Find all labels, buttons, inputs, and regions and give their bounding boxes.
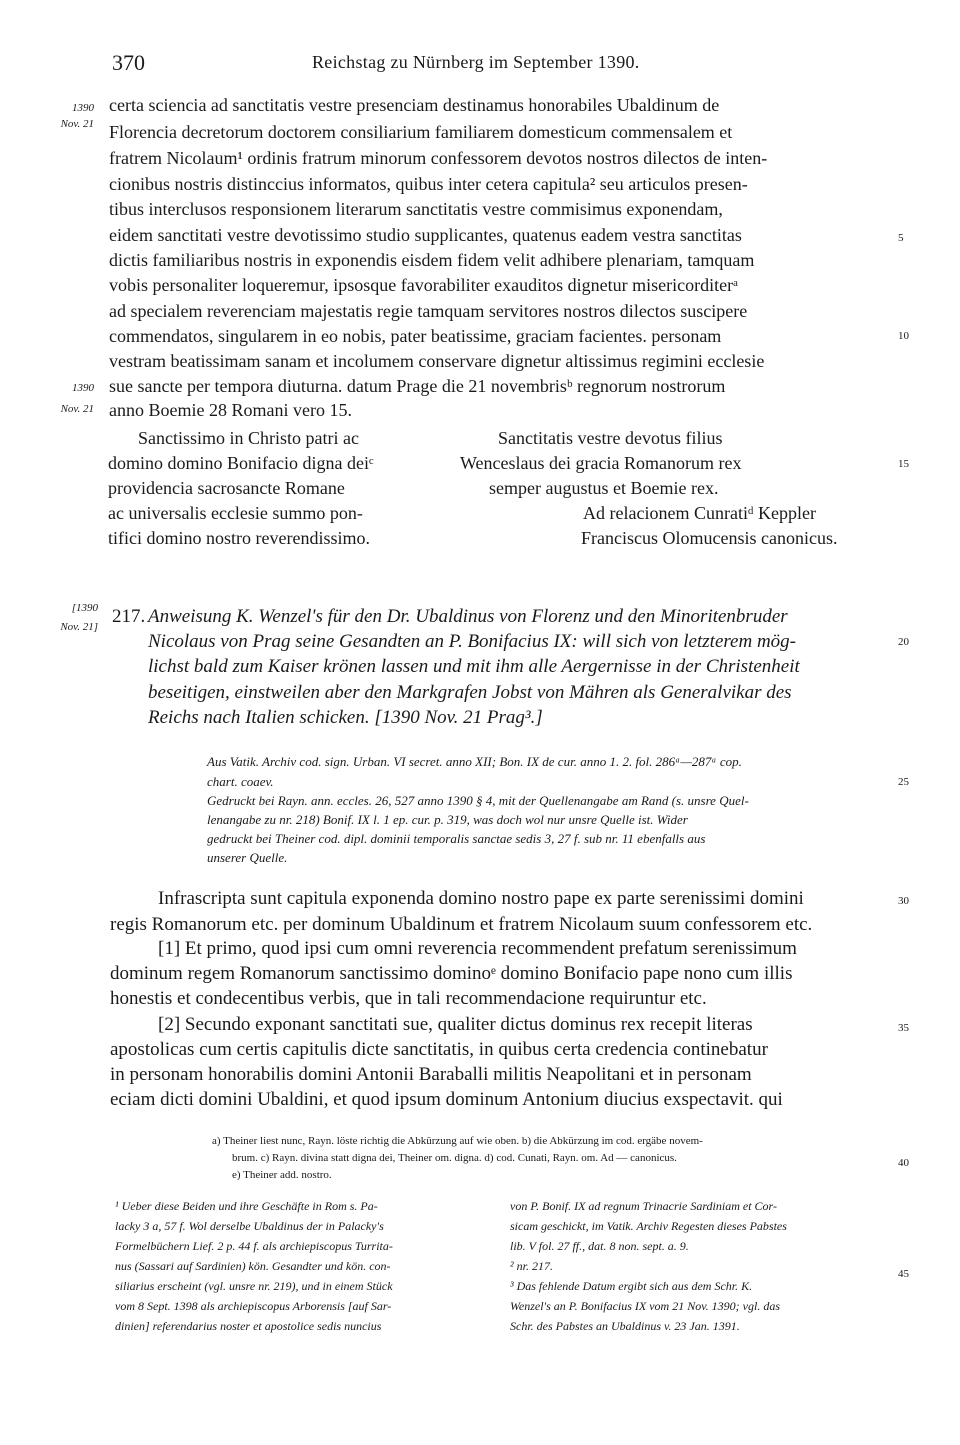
letter-line: commendatos, singularem in eo nobis, pater beatissime, graciam facientes. personam — [109, 326, 722, 346]
footnote-line: nus (Sassari auf Sardinien) kön. Gesandter und kön. con- — [115, 1259, 391, 1273]
letter-line: cionibus nostris distinccius informatos, quibus inter cetera capitula² seu articulos presen- — [109, 174, 748, 194]
source-note: chart. coaev. — [207, 774, 274, 789]
address-line: tifici domino nostro reverendissimo. — [108, 528, 370, 548]
line-number: 10 — [898, 330, 909, 342]
critical-note: e) Theiner add. nostro. — [232, 1169, 332, 1181]
line-number: 30 — [898, 895, 909, 907]
page-number: 370 — [112, 50, 145, 75]
source-note: gedruckt bei Theiner cod. dipl. dominii temporalis sanctae sedis 3, 27 f. sub nr. 11 ebenfalls aus — [207, 831, 706, 846]
footnote-line: ² nr. 217. — [510, 1259, 553, 1273]
signature-line: Sanctitatis vestre devotus filius — [498, 428, 723, 448]
footnote-line: sicam geschickt, im Vatik. Archiv Regesten dieses Pabstes — [510, 1219, 787, 1233]
footnote-line: lacky 3 a, 57 f. Wol derselbe Ubaldinus der in Palacky's — [115, 1219, 384, 1233]
letter-line: Florencia decretorum doctorem consiliarium familiarem domesticum commensalem et — [109, 122, 733, 142]
source-note: unserer Quelle. — [207, 850, 288, 865]
address-line: ac universalis ecclesie summo pon- — [108, 503, 363, 523]
main-text-line: honestis et condecentibus verbis, que in tali recommendacione requiruntur etc. — [110, 988, 707, 1009]
line-number: 20 — [898, 636, 909, 648]
letter-line: certa sciencia ad sanctitatis vestre presenciam destinamus honorabiles Ubaldinum de — [109, 95, 720, 115]
footnote-line: ³ Das fehlende Datum ergibt sich aus dem Schr. K. — [510, 1279, 753, 1293]
margin-entry-day: Nov. 21] — [60, 621, 98, 633]
address-line: providencia sacrosancte Romane — [108, 478, 345, 498]
main-text-line: eciam dicti domini Ubaldini, et quod ipsum dominum Antonium diucius exspectavit. qui — [110, 1089, 783, 1110]
main-text-line: in personam honorabilis domini Antonii Baraballi militis Neapolitani et in personam — [110, 1064, 752, 1085]
footnote-line: von P. Bonif. IX ad regnum Trinacrie Sardiniam et Cor- — [510, 1199, 777, 1213]
footnote-line: Wenzel's an P. Bonifacius IX vom 21 Nov. 1390; vgl. das — [510, 1299, 780, 1313]
margin-date-day-2: Nov. 21 — [60, 403, 94, 415]
margin-entry-year: [1390 — [71, 602, 98, 614]
entry-summary-line: Anweisung K. Wenzel's für den Dr. Ubaldinus von Florenz und den Minoritenbruder — [148, 606, 788, 627]
letter-line: ad specialem reverenciam majestatis regie tamquam servitores nostros dilectos suscipere — [109, 301, 748, 321]
main-text-line: apostolicas cum certis capitulis dicte sanctitatis, in quibus certa credencia continebatur — [110, 1039, 768, 1060]
line-number: 45 — [898, 1268, 909, 1280]
footnote-line: Schr. des Pabstes an Ubaldinus v. 23 Jan. 1391. — [510, 1319, 740, 1333]
main-text-line: regis Romanorum etc. per dominum Ubaldinum et fratrem Nicolaum suum confessorem etc. — [110, 914, 813, 935]
line-number: 35 — [898, 1022, 909, 1034]
margin-date-year-2: 1390 — [72, 382, 94, 394]
signature-line: semper augustus et Boemie rex. — [489, 478, 719, 498]
source-note: Gedruckt bei Rayn. ann. eccles. 26, 527 anno 1390 § 4, mit der Quellenangabe am Rand (s. unsre Quel- — [207, 793, 749, 808]
entry-summary-line: beseitigen, einstweilen aber den Markgrafen Jobst von Mähren als Generalvikar des — [148, 682, 792, 703]
margin-date-day: Nov. 21 — [60, 118, 94, 130]
line-number: 25 — [898, 776, 909, 788]
line-number: 5 — [898, 232, 904, 244]
footnote-line: Formelbüchern Lief. 2 p. 44 f. als archiepiscopus Turrita- — [115, 1239, 393, 1253]
letter-line: sue sancte per tempora diuturna. datum Prage die 21 novembrisᵇ regnorum nostrorum — [109, 376, 726, 396]
margin-date-year: 1390 — [72, 102, 94, 114]
letter-line: fratrem Nicolaum¹ ordinis fratrum minorum confessorem devotos nostros dilectos de inten- — [109, 148, 768, 168]
footnote-line: lib. V fol. 27 ff., dat. 8 non. sept. a. 9. — [510, 1239, 689, 1253]
address-line: Sanctissimo in Christo patri ac — [138, 428, 359, 448]
letter-line: vobis personaliter loqueremur, ipsosque favorabiliter exauditos dignetur misericorditerᵃ — [109, 275, 739, 295]
critical-note: brum. c) Rayn. divina statt digna dei, Theiner om. digna. d) cod. Cunati, Rayn. om. Ad — canonicus. — [232, 1152, 677, 1164]
line-number: 40 — [898, 1157, 909, 1169]
main-text-line: dominum regem Romanorum sanctissimo dominoᵉ domino Bonifacio pape nono cum illis — [110, 963, 793, 984]
footnote-line: dinien] referendarius noster et apostolice sedis nuncius — [115, 1319, 382, 1333]
letter-line: anno Boemie 28 Romani vero 15. — [109, 400, 352, 420]
letter-line: tibus interclusos responsionem literarum sanctitatis vestre commisimus exponendam, — [109, 199, 723, 219]
entry-summary-line: Nicolaus von Prag seine Gesandten an P. Bonifacius IX: will sich von letzterem mög- — [148, 631, 797, 652]
footnote-line: siliarius erscheint (vgl. unsre nr. 219), und in einem Stück — [115, 1279, 393, 1293]
critical-note: a) Theiner liest nunc, Rayn. löste richtig die Abkürzung auf wie oben. b) die Abkürzung im cod. ergäbe novem- — [212, 1135, 703, 1147]
running-title: Reichstag zu Nürnberg im September 1390. — [312, 52, 640, 72]
footnote-line: ¹ Ueber diese Beiden und ihre Geschäfte in Rom s. Pa- — [115, 1199, 378, 1213]
entry-summary-line: Reichs nach Italien schicken. [1390 Nov. 21 Prag³.] — [148, 707, 543, 728]
footnote-line: vom 8 Sept. 1398 als archiepiscopus Arborensis [auf Sar- — [115, 1299, 392, 1313]
signature-line: Ad relacionem Cunratiᵈ Keppler — [583, 503, 817, 523]
letter-line: eidem sanctitati vestre devotissimo studio supplicantes, quatenus eadem vestra sanctitas — [109, 225, 742, 245]
address-line: domino domino Bonifacio digna deiᶜ — [108, 453, 374, 473]
main-text-line: [1] Et primo, quod ipsi cum omni reverencia recommendent prefatum serenissimum — [158, 938, 797, 959]
signature-line: Franciscus Olomucensis canonicus. — [581, 528, 838, 548]
entry-summary-line: lichst bald zum Kaiser krönen lassen und mit ihm alle Aergernisse in der Christenheit — [148, 656, 800, 677]
letter-line: dictis familiaribus nostris in exponendis eisdem fidem velit adhibere plenariam, tamquam — [109, 250, 755, 270]
line-number: 15 — [898, 458, 909, 470]
source-note: lenangabe zu nr. 218) Bonif. IX l. 1 ep. cur. p. 319, was doch wol nur unsre Quelle ist. Wider — [207, 812, 688, 827]
main-text-line: Infrascripta sunt capitula exponenda domino nostro pape ex parte serenissimi domini — [158, 888, 804, 909]
source-note: Aus Vatik. Archiv cod. sign. Urban. VI secret. anno XII; Bon. IX de cur. anno 1. 2. fol. 286ᵃ—287ᵃ cop. — [207, 754, 742, 769]
letter-line: vestram beatissimam sanam et incolumem conservare dignetur altissimus regimini ecclesie — [109, 351, 765, 371]
signature-line: Wenceslaus dei gracia Romanorum rex — [460, 453, 742, 473]
main-text-line: [2] Secundo exponant sanctitati sue, qualiter dictus dominus rex recepit literas — [158, 1014, 753, 1035]
entry-number: 217. — [112, 606, 146, 627]
